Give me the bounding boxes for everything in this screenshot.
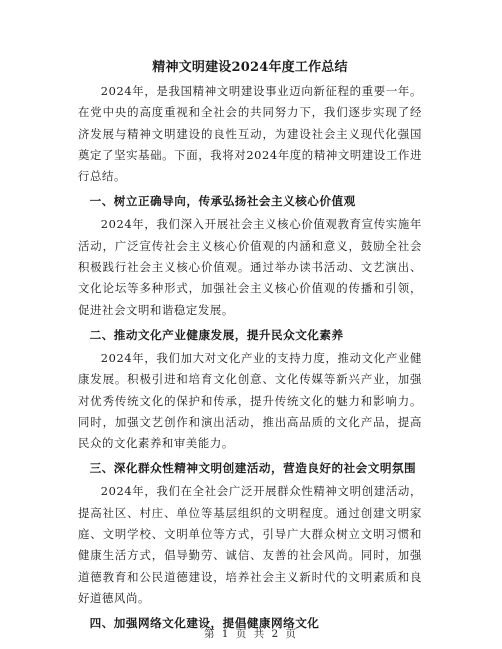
section-heading-3: 三、深化群众性精神文明创建活动，营造良好的社会文明氛围 <box>89 461 417 476</box>
section-body-3: 2024年，我们在全社会广泛开展群众性精神文明创建活动，提高社区、村庄、单位等基层组织的文明程度。通过创建文明家庭、文明学校、文明单位等方式，引导广大群众树立文明习惯和健康生活方式，倡导勤劳、诚信、友善的社会风尚。同时，加强道德教育和公民道德建设，培养社会主义新时代的文明素质和良好道德风尚。 <box>78 484 422 605</box>
section-body-2: 2024年，我们加大对文化产业的支持力度，推动文化产业健康发展。积极引进和培育文化创意、文化传媒等新兴产业，加强对优秀传统文化的保护和传承，提升传统文化的魅力和影响力。同时，加强文艺创作和演出活动，推出高品质的文化产品，提高民众的文化素养和审美能力。 <box>78 350 422 451</box>
intro-paragraph: 2024年，是我国精神文明建设事业迈向新征程的重要一年。在党中央的高度重视和全社会的共同努力下，我们逐步实现了经济发展与精神文明建设的良性互动，为建设社会主义现代化强国奠定了坚实基础。下面，我将对2024年度的精神文明建设工作进行总结。 <box>78 84 422 184</box>
section-heading-1: 一、树立正确导向，传承弘扬社会主义核心价值观 <box>89 194 356 209</box>
section-heading-2: 二、推动文化产业健康发展，提升民众文化素养 <box>89 327 344 342</box>
section-body-1: 2024年，我们深入开展社会主义核心价值观教育宣传实施年活动，广泛宣传社会主义核心价值观的内涵和意义，鼓励全社会积极践行社会主义核心价值观。通过举办读书活动、文艺演出、文化论坛等多种形式，加强社会主义核心价值观的传播和引领，促进社会文明和谐稳定发展。 <box>78 217 422 317</box>
section-heading-4: 四、加强网络文化建设，提倡健康网络文化 <box>89 616 320 631</box>
document-title: 精神文明建设2024年度工作总结 <box>152 60 348 75</box>
page-number-footer: 第 1 页 共 2 页 <box>203 628 299 640</box>
document-body <box>78 58 422 636</box>
